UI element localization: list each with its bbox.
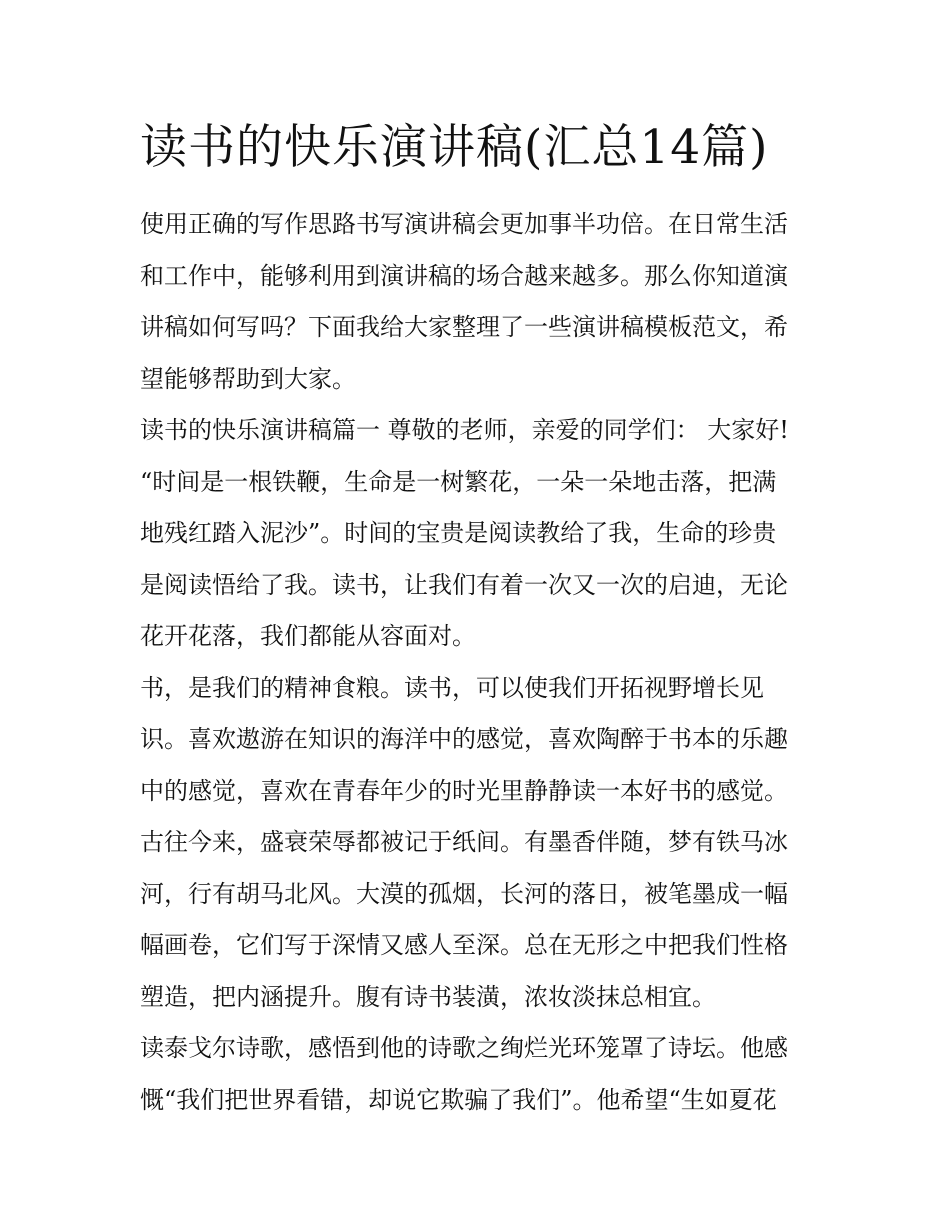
text-line: 读泰戈尔诗歌，感悟到他的诗歌之绚烂光环笼罩了诗坛。他感 — [140, 1034, 788, 1062]
text-line: 中的感觉，喜欢在青春年少的时光里静静读一本好书的感觉。 — [140, 776, 788, 805]
document-title: 读书的快乐演讲稿(汇总14篇) — [140, 120, 769, 175]
text-line: 花开花落，我们都能从容面对。 — [140, 622, 476, 650]
text-line: 书，是我们的精神食粮。读书，可以使我们开拓视野增长见 — [140, 673, 764, 702]
text-line: 地残红踏入泥沙”。时间的宝贵是阅读教给了我，生命的珍贵 — [140, 519, 777, 547]
text-line: 是阅读悟给了我。读书，让我们有着一次又一次的启迪，无论 — [140, 570, 788, 599]
text-line: “时间是一根铁鞭，生命是一树繁花，一朵一朵地击落，把满 — [140, 467, 777, 496]
text-line: 识。喜欢遨游在知识的海洋中的感觉，喜欢陶醉于书本的乐趣 — [140, 725, 788, 753]
text-line: 读书的快乐演讲稿篇一 尊敬的老师，亲爱的同学们： 大家好! — [140, 416, 789, 444]
text-line: 幅画卷，它们写于深情又感人至深。总在无形之中把我们性格 — [140, 931, 788, 959]
text-line: 古往今来，盛衰荣辱都被记于纸间。有墨香伴随，梦有铁马冰 — [140, 828, 788, 856]
document-body — [140, 199, 812, 1126]
text-line: 讲稿如何写吗？下面我给大家整理了一些演讲稿模板范文，希 — [140, 313, 788, 341]
text-line: 河，行有胡马北风。大漠的孤烟，长河的落日，被笔墨成一幅 — [140, 879, 788, 908]
text-line: 使用正确的写作思路书写演讲稿会更加事半功倍。在日常生活 — [140, 210, 788, 238]
text-line: 和工作中，能够利用到演讲稿的场合越来越多。那么你知道演 — [140, 261, 788, 290]
text-line: 慨“我们把世界看错，却说它欺骗了我们”。他希望“生如夏花 — [140, 1085, 777, 1114]
text-line: 望能够帮助到大家。 — [140, 364, 356, 393]
text-line: 塑造，把内涵提升。腹有诗书装潢，浓妆淡抹总相宜。 — [140, 982, 716, 1011]
